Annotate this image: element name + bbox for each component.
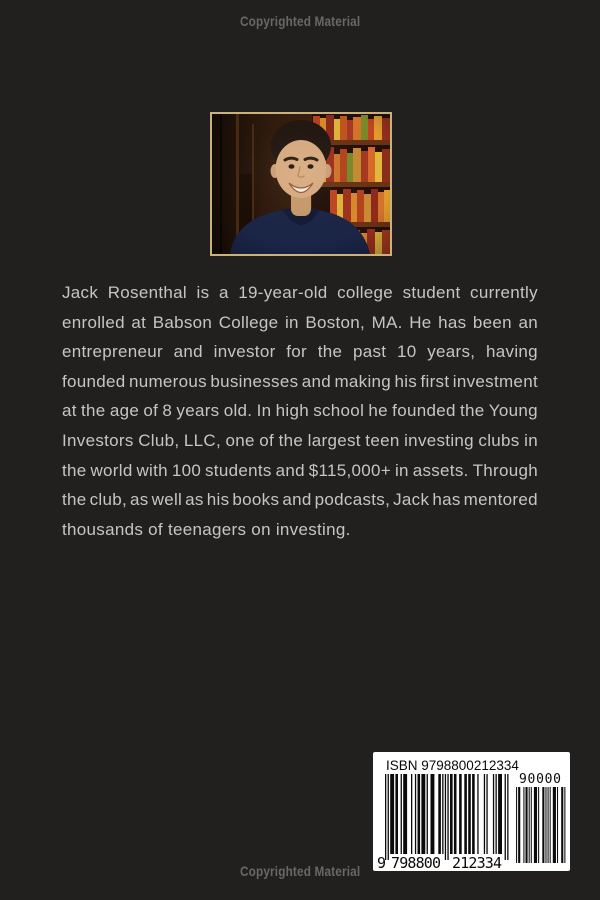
bio-word: world bbox=[90, 460, 133, 480]
barcode-bar bbox=[459, 774, 462, 854]
bio-line: thousands of teenagers on investing. bbox=[62, 519, 351, 539]
barcode-bar bbox=[450, 774, 453, 854]
bio-word: his bbox=[206, 490, 230, 510]
bio-word: He bbox=[409, 312, 432, 332]
bio-word: 8 bbox=[162, 401, 173, 421]
bio-word: old. bbox=[223, 401, 253, 421]
isbn-barcode-svg bbox=[373, 752, 570, 871]
bio-word: as bbox=[130, 490, 149, 510]
bio-word: years, bbox=[427, 342, 476, 362]
barcode-bar bbox=[477, 774, 478, 854]
bio-word: businesses bbox=[210, 371, 299, 391]
bio-word: at bbox=[62, 401, 77, 421]
bio-word: and bbox=[282, 490, 312, 510]
barcode-bar bbox=[411, 774, 412, 854]
bio-word: Through bbox=[472, 460, 538, 480]
bio-word: in bbox=[524, 430, 538, 450]
barcode-bar bbox=[538, 787, 539, 863]
bio-word: a bbox=[218, 283, 229, 302]
barcode-bar bbox=[561, 787, 563, 863]
bio-word: 100 bbox=[171, 460, 202, 480]
bio-word: the bbox=[459, 401, 485, 421]
barcode-bar bbox=[526, 787, 528, 863]
barcode-bar bbox=[390, 774, 394, 854]
bio-word: college bbox=[337, 283, 394, 302]
barcode-bar bbox=[445, 774, 446, 860]
barcode-bar bbox=[523, 787, 524, 863]
bio-word: Jack bbox=[393, 490, 430, 510]
barcode-bar bbox=[493, 774, 494, 854]
bio-line bbox=[62, 396, 538, 426]
bio-line bbox=[62, 278, 538, 308]
barcode-bar bbox=[454, 774, 457, 854]
bio-word: of bbox=[259, 430, 275, 450]
barcode-bar bbox=[438, 774, 441, 854]
bio-line bbox=[62, 308, 538, 338]
bio-word: currently bbox=[470, 283, 538, 302]
barcode-bar bbox=[564, 787, 565, 863]
bio-word: investing bbox=[404, 430, 474, 450]
barcode-bar bbox=[442, 774, 443, 854]
bio-word: numerous bbox=[128, 371, 207, 391]
bio-line bbox=[62, 367, 538, 397]
bio-line bbox=[62, 337, 538, 367]
barcode-bar bbox=[542, 787, 544, 863]
bio-word: been bbox=[472, 312, 512, 332]
barcode-bar bbox=[415, 774, 416, 854]
bio-word: high bbox=[275, 401, 309, 421]
barcode-bar bbox=[529, 787, 530, 863]
copyright-watermark-bottom-text: Copyrighted Material bbox=[239, 864, 361, 879]
bio-word: 10 bbox=[397, 342, 417, 362]
bio-word: clubs bbox=[478, 430, 520, 450]
bio-word: past bbox=[352, 342, 387, 362]
bio-word: Jack bbox=[62, 283, 99, 302]
bio-word: founded bbox=[392, 401, 456, 421]
author-photo-illustration bbox=[212, 114, 390, 254]
barcode-bar bbox=[388, 774, 389, 860]
bio-line bbox=[62, 485, 538, 515]
bio-word: the bbox=[278, 430, 304, 450]
bio-word: an bbox=[518, 312, 538, 332]
barcode-bar bbox=[403, 774, 407, 854]
barcode-bar bbox=[385, 774, 386, 860]
barcode-bar bbox=[553, 787, 556, 863]
barcode-bar bbox=[518, 787, 520, 863]
bio-word: podcasts, bbox=[314, 490, 391, 510]
bio-word: he bbox=[368, 401, 388, 421]
barcode-digit-9: 9 bbox=[377, 854, 387, 871]
bio-word: for bbox=[286, 342, 308, 362]
bio-word: first bbox=[420, 371, 450, 391]
copyright-watermark-bottom bbox=[0, 864, 600, 879]
bio-word: and bbox=[173, 342, 203, 362]
bio-word: founded bbox=[62, 371, 126, 391]
bio-word: well bbox=[151, 490, 183, 510]
bio-word: has bbox=[432, 490, 461, 510]
barcode-bar bbox=[447, 774, 448, 860]
bio-word: making bbox=[334, 371, 392, 391]
bio-word: In bbox=[256, 401, 272, 421]
bio-word: and bbox=[275, 460, 305, 480]
barcode-bar bbox=[427, 774, 428, 854]
author-photo bbox=[210, 112, 392, 256]
bio-word: at bbox=[131, 312, 147, 332]
barcode-bar bbox=[545, 787, 546, 863]
barcode-digits-group1: 798800 bbox=[391, 854, 441, 871]
bio-word: investor bbox=[213, 342, 276, 362]
bio-word: investment bbox=[452, 371, 538, 391]
bio-word: Investors bbox=[62, 430, 134, 450]
barcode-bar bbox=[486, 774, 487, 854]
isbn-barcode-block bbox=[373, 752, 570, 871]
bio-line bbox=[62, 426, 538, 456]
barcode-bar bbox=[401, 774, 402, 854]
bio-word: student bbox=[402, 283, 461, 302]
bio-word: $115,000+ bbox=[308, 460, 392, 480]
barcode-bar bbox=[421, 774, 425, 854]
ean13-bars bbox=[385, 774, 509, 860]
author-bio-paragraph bbox=[62, 278, 538, 544]
barcode-bar bbox=[395, 774, 398, 854]
addon-bars bbox=[516, 787, 565, 863]
bio-word: in bbox=[394, 460, 409, 480]
barcode-bar bbox=[548, 787, 549, 863]
barcode-bar bbox=[468, 774, 471, 854]
barcode-bar bbox=[550, 787, 551, 863]
bio-word: books bbox=[232, 490, 280, 510]
bio-word: Club, bbox=[138, 430, 180, 450]
bio-word: mentored bbox=[463, 490, 538, 510]
bio-word: 19-year-old bbox=[238, 283, 328, 302]
bio-word: the bbox=[81, 401, 106, 421]
bio-word: College bbox=[218, 312, 279, 332]
copyright-watermark-top bbox=[0, 14, 600, 29]
barcode-bar bbox=[498, 774, 502, 854]
bio-word: LLC, bbox=[183, 430, 221, 450]
bio-word: as bbox=[185, 490, 204, 510]
barcode-bar bbox=[472, 774, 475, 854]
barcode-bar bbox=[496, 774, 497, 854]
bio-word: has bbox=[438, 312, 467, 332]
bio-word: largest bbox=[307, 430, 361, 450]
bio-word: in bbox=[284, 312, 299, 332]
bio-word: and bbox=[301, 371, 332, 391]
bio-word: with bbox=[136, 460, 168, 480]
bio-word: students bbox=[205, 460, 272, 480]
barcode-bar bbox=[418, 774, 421, 854]
barcode-digits-group2: 212334 bbox=[452, 854, 502, 871]
barcode-bar bbox=[484, 774, 485, 854]
bio-word: Babson bbox=[152, 312, 213, 332]
barcode-bar bbox=[516, 787, 517, 863]
bio-word: Young bbox=[488, 401, 538, 421]
bio-word: is bbox=[196, 283, 210, 302]
barcode-addon-digits: 90000 bbox=[519, 772, 561, 787]
bio-word: one bbox=[225, 430, 255, 450]
bio-word: Boston, bbox=[305, 312, 366, 332]
barcode-bar bbox=[431, 774, 435, 854]
bio-word: club, bbox=[89, 490, 127, 510]
bio-word: years bbox=[176, 401, 220, 421]
bio-word: enrolled bbox=[62, 312, 125, 332]
barcode-bar bbox=[534, 787, 537, 863]
barcode-bar bbox=[557, 787, 558, 863]
bio-word: assets. bbox=[412, 460, 469, 480]
bio-word: the bbox=[62, 490, 87, 510]
barcode-bar bbox=[531, 787, 532, 863]
bio-word: school bbox=[313, 401, 365, 421]
isbn-label: ISBN 9798800212334 bbox=[386, 758, 519, 773]
barcode-bar bbox=[505, 774, 506, 860]
bio-word: entrepreneur bbox=[62, 342, 163, 362]
bio-word: Rosenthal bbox=[107, 283, 187, 302]
barcode-bar bbox=[464, 774, 467, 854]
bio-word: MA. bbox=[371, 312, 403, 332]
barcode-bar bbox=[507, 774, 508, 860]
bio-word: teen bbox=[365, 430, 400, 450]
bio-word: of bbox=[143, 401, 159, 421]
bio-word: having bbox=[486, 342, 538, 362]
bio-word: age bbox=[109, 401, 140, 421]
bio-line bbox=[62, 456, 538, 486]
bio-word: his bbox=[394, 371, 418, 391]
bio-word: the bbox=[317, 342, 343, 362]
photo-lighting-overlay bbox=[212, 114, 390, 254]
copyright-watermark-top-text: Copyrighted Material bbox=[239, 14, 361, 29]
bio-word: the bbox=[62, 460, 87, 480]
